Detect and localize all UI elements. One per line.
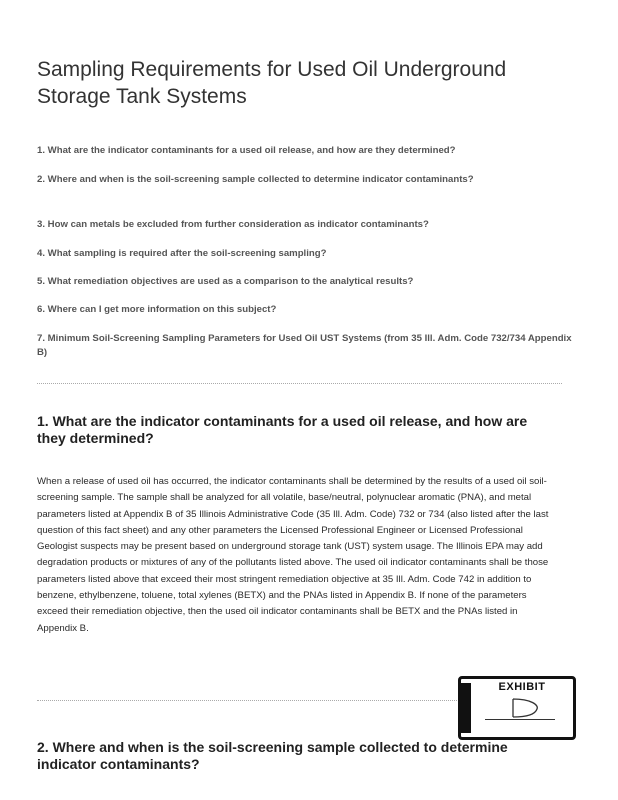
toc-item-4[interactable] <box>37 247 326 261</box>
toc-item-2[interactable] <box>37 173 474 187</box>
toc-link-4[interactable]: 4. What sampling is required after the soil-screening sampling? <box>37 248 327 259</box>
toc-link-5[interactable]: 5. What remediation objectives are used as a comparison to the analytical results? <box>37 276 414 287</box>
toc-link-1[interactable]: 1. What are the indicator contaminants for a used oil release, and how are they determined? <box>37 145 456 156</box>
stamp-side-bar <box>461 683 471 733</box>
section-1-heading: 1. What are the indicator contaminants for a used oil release, and how are they determined? <box>37 413 528 446</box>
toc-link-2[interactable]: 2. Where and when is the soil-screening sample collected to determine indicator contaminants? <box>37 174 474 185</box>
section-divider <box>37 383 562 384</box>
toc-item-6[interactable] <box>37 303 276 317</box>
section-divider-2 <box>37 700 457 701</box>
section-1-body: When a release of used oil has occurred, the indicator contaminants shall be determined by the results of a used oil soil-screening sample. The sample shall be analyzed for all volatile, base/neutral, polynuclear aromatic (PNA), and metal parameters listed at Appendix B of 35 Illinois Administrative Code (35 Ill. Adm. Code) 732 or 734 (also listed after the last question of this fact sheet) and any other parameters the Licensed Professional Engineer or Licensed Professional Geologist suspects may be present based on underground storage tank (UST) system usage. The Illinois EPA may add degradation products or mixtures of any of the pollutants listed above. The used oil indicator contaminants shall be those parameters listed above that exceed their most stringent remediation objective at 35 Ill. Adm. Code 742 in addition to benzene, ethylbenzene, toluene, total xylenes (BETX) and the PNAs listed in Appendix B. If none of the parameters exceed their remediation objective, then the used oil indicator contaminants shall be BETX and the PNAs listed in Appendix B. <box>37 476 549 634</box>
stamp-label: EXHIBIT <box>498 681 546 693</box>
toc-item-7[interactable] <box>37 332 577 360</box>
toc-item-3[interactable] <box>37 218 429 232</box>
toc-link-6[interactable]: 6. Where can I get more information on this subject? <box>37 304 277 315</box>
toc-link-7[interactable]: 7. Minimum Soil-Screening Sampling Parameters for Used Oil UST Systems (from 35 Ill. Adm. Code 732/734 Appendix B) <box>37 333 572 358</box>
handwritten-mark-icon <box>505 695 545 721</box>
toc-link-3[interactable]: 3. How can metals be excluded from further consideration as indicator contaminants? <box>37 219 429 230</box>
toc-item-5[interactable] <box>37 275 413 289</box>
stamp-signature-line <box>485 719 555 720</box>
section-2-heading: 2. Where and when is the soil-screening sample collected to determine indicator contaminants? <box>37 739 508 772</box>
toc-item-1[interactable] <box>37 144 456 158</box>
exhibit-stamp <box>458 676 576 740</box>
page-title: Sampling Requirements for Used Oil Underground Storage Tank Systems <box>37 58 507 108</box>
